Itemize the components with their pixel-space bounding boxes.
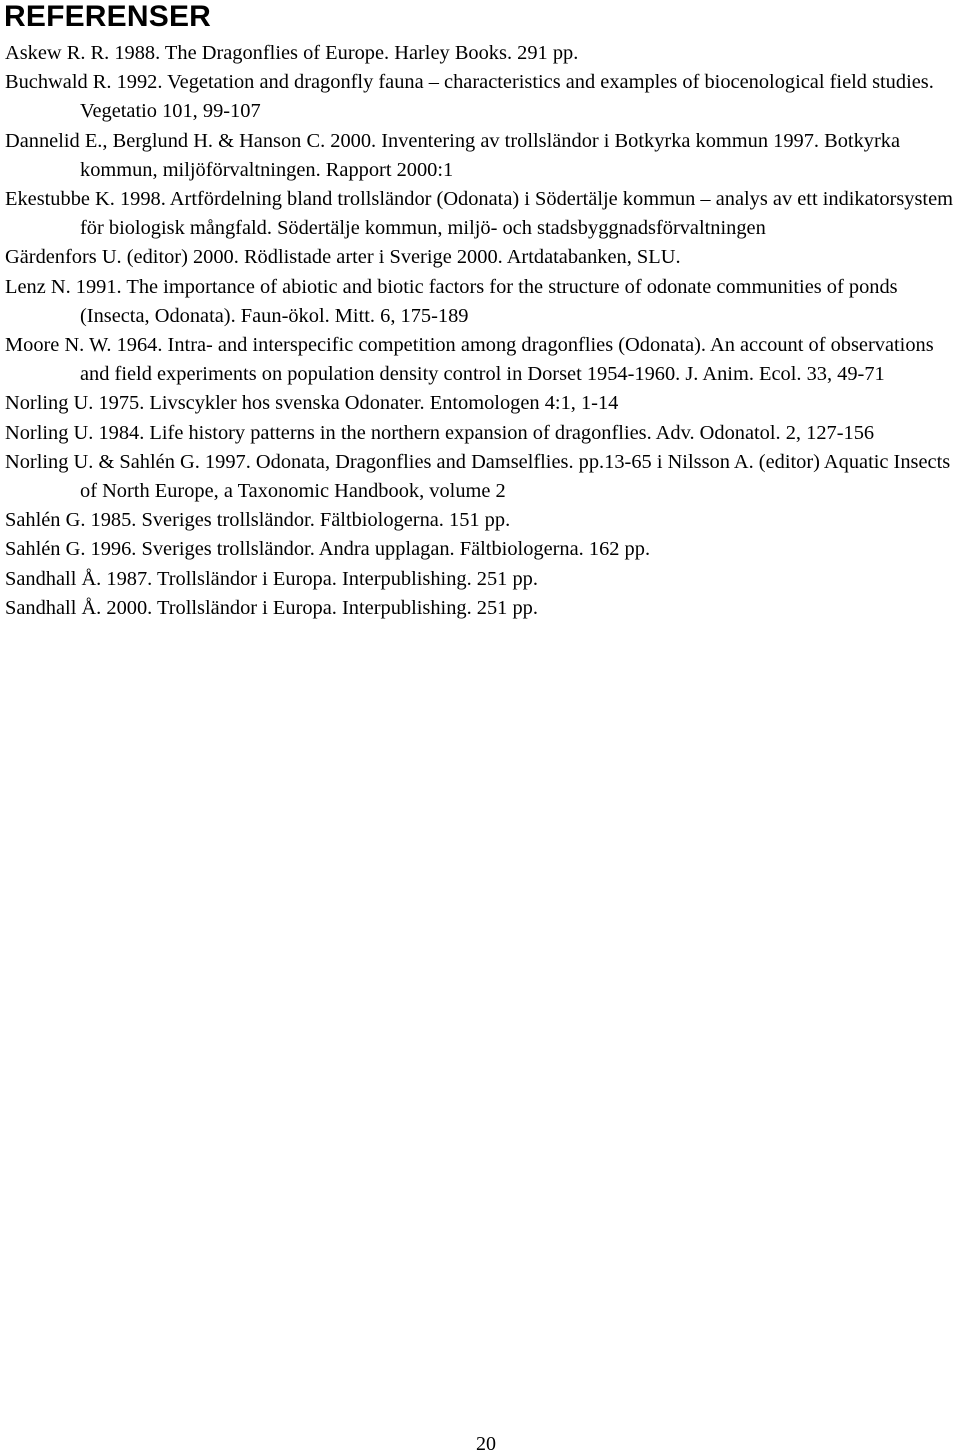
reference-item: Norling U. 1984. Life history patterns in the northern expansion of dragonflies. Adv. Odonatol. 2, 127-156 <box>5 421 875 444</box>
reference-item: Norling U. & Sahlén G. 1997. Odonata, Dragonflies and Damselflies. pp.13-65 i Nilsson A. (editor) Aquatic Insects of North Europe, a Taxonomic Handbook, volume 2 <box>5 450 951 503</box>
reference-item: Sandhall Å. 2000. Trollsländor i Europa. Interpublishing. 251 pp. <box>5 596 538 619</box>
reference-item: Askew R. R. 1988. The Dragonflies of Europe. Harley Books. 291 pp. <box>5 42 579 64</box>
reference-item: Norling U. 1975. Livscykler hos svenska Odonater. Entomologen 4:1, 1-14 <box>5 392 619 415</box>
page-number: 20 <box>476 1433 496 1455</box>
reference-item: Ekestubbe K. 1998. Artfördelning bland trollsländor (Odonata) i Södertälje kommun – analys av ett indikatorsystem för biologisk mångfald. Södertälje kommun, miljö- och stadsbyggnadsförvaltningen <box>5 188 953 240</box>
reference-item: Moore N. W. 1964. Intra- and interspecific competition among dragonflies (Odonata). An account of observations and field experiments on population density control in Dorset 1954-1960. J. Anim. Ecol. 33, 49-71 <box>5 334 934 386</box>
reference-item: Gärdenfors U. (editor) 2000. Rödlistade arter i Sverige 2000. Artdatabanken, SLU. <box>5 246 681 269</box>
reference-item: Sahlén G. 1996. Sveriges trollsländor. Andra upplagan. Fältbiologerna. 162 pp. <box>5 538 651 561</box>
reference-item: Sandhall Å. 1987. Trollsländor i Europa. Interpublishing. 251 pp. <box>5 567 538 590</box>
reference-item: Sahlén G. 1985. Sveriges trollsländor. Fältbiologerna. 151 pp. <box>5 509 511 532</box>
reference-list <box>5 39 960 623</box>
reference-item: Lenz N. 1991. The importance of abiotic and biotic factors for the structure of odonate communities of ponds (Insecta, Odonata). Faun-ökol. Mitt. 6, 175-189 <box>5 275 898 327</box>
page-heading: REFERENSER <box>4 0 212 33</box>
reference-item: Dannelid E., Berglund H. & Hanson C. 2000. Inventering av trollsländor i Botkyrka kommun 1997. Botkyrka kommun, miljöförvaltningen. Rapport 2000:1 <box>5 129 900 181</box>
reference-item: Buchwald R. 1992. Vegetation and dragonfly fauna – characteristics and examples of biocenological field studies. Vegetatio 101, 99-107 <box>5 71 934 123</box>
